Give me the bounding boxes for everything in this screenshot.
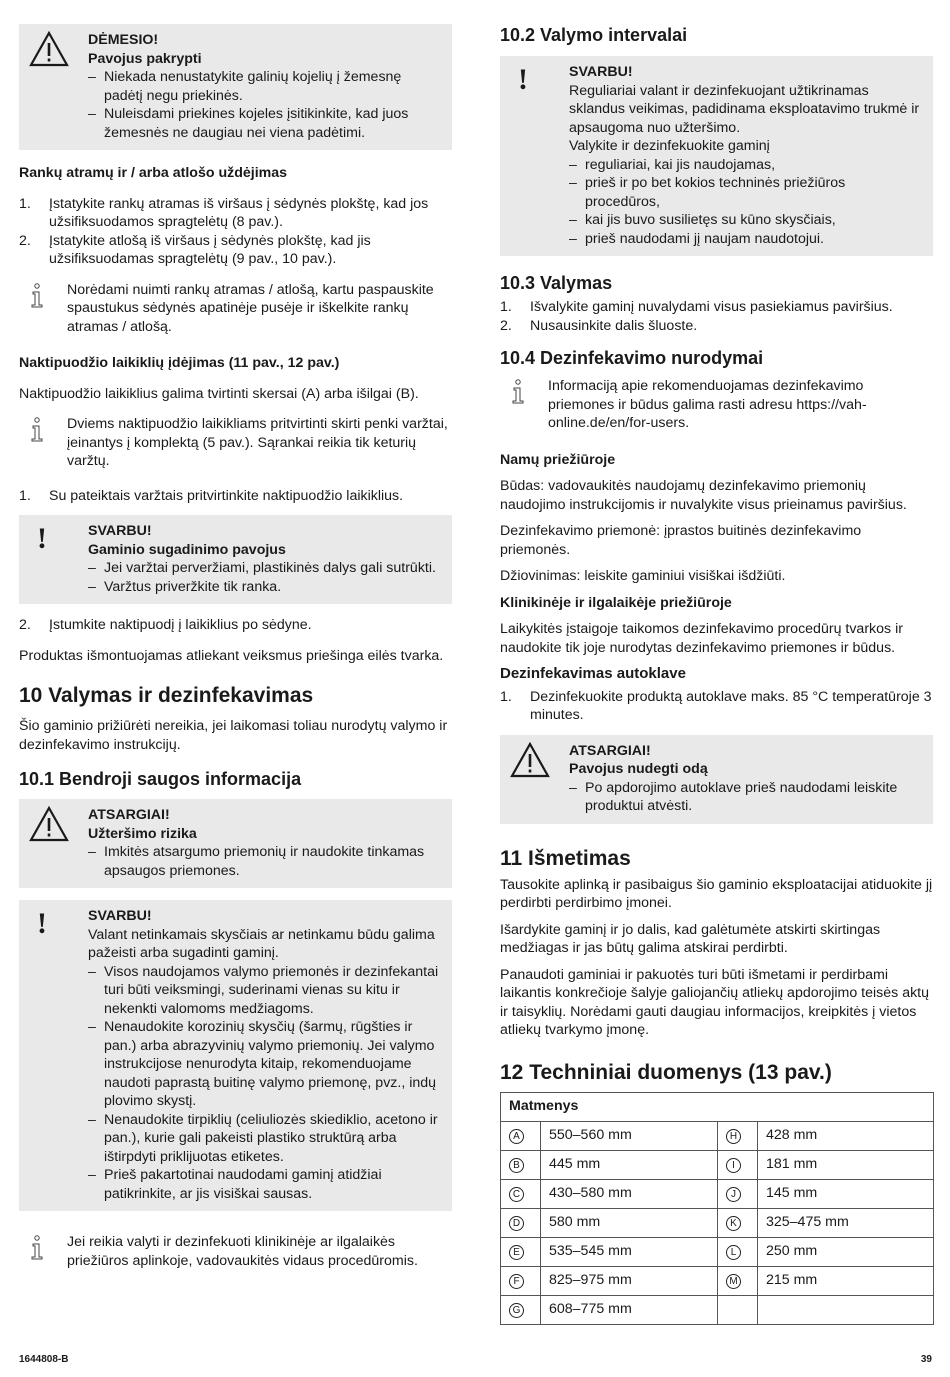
notice-title: SVARBU! bbox=[88, 908, 152, 924]
home-agent: Dezinfekavimo priemonė: įprastos buitinės dezinfekavimo priemonės. bbox=[500, 523, 862, 558]
dimension-value: 250 mm bbox=[758, 1237, 934, 1266]
warning-triangle-icon bbox=[29, 31, 69, 67]
document-number: 1644808-B bbox=[19, 1353, 69, 1365]
info-icon bbox=[510, 379, 526, 405]
circled-letter: E bbox=[509, 1245, 524, 1260]
notice-intro-2: Valykite ir dezinfekuokite gaminį bbox=[569, 138, 770, 154]
section-11-title: 11 Išmetimas bbox=[500, 846, 631, 870]
notice-title: SVARBU! bbox=[569, 64, 633, 80]
dimension-letter bbox=[501, 1295, 541, 1324]
warning-title: DĖMESIO! bbox=[88, 32, 159, 48]
section-10-text: Šio gaminio prižiūrėti nereikia, jei laikomasi toliau nurodytų valymo ir dezinfekavimo instrukcijų. bbox=[19, 718, 448, 753]
info-armrest bbox=[19, 281, 452, 337]
autoclave-heading: Dezinfekavimas autoklave bbox=[500, 665, 686, 682]
step-text: Įstatykite atlošą iš viršaus į sėdynės plokštę, kad jis užsifiksuodamas spragtelėtų (9 pav., 10 pav.). bbox=[49, 232, 371, 267]
step-text: Su pateiktais varžtais pritvirtinkite naktipuodžio laikiklius. bbox=[49, 487, 404, 504]
step bbox=[500, 688, 933, 725]
step-number: 2. bbox=[19, 232, 31, 249]
disposal-paragraph: Išardykite gaminį ir jo dalis, kad galėtumėte atskirti skirtingas medžiagas ir jas būtų galima atskirai perdirbti. bbox=[500, 921, 881, 956]
dimension-value: 145 mm bbox=[758, 1179, 934, 1208]
step bbox=[500, 298, 933, 317]
circled-letter: B bbox=[509, 1158, 524, 1173]
notice-box-damage bbox=[19, 515, 452, 604]
caution-item: – Po apdorojimo autoklave prieš naudodami leiskite produktui atvėsti. bbox=[569, 779, 923, 816]
disposal-paragraph: Tausokite aplinką ir pasibaigus šio gaminio eksploatacijai atiduokite jį perdirbti perdirbimo įmonei. bbox=[500, 876, 933, 911]
dimension-value bbox=[758, 1295, 934, 1324]
section-12-title: 12 Techniniai duomenys (13 pav.) bbox=[500, 1060, 832, 1084]
dimension-value: 580 mm bbox=[541, 1208, 718, 1237]
warning-subtitle: Pavojus pakrypti bbox=[88, 50, 202, 67]
circled-letter: G bbox=[509, 1303, 524, 1318]
step-number: 1. bbox=[500, 688, 512, 705]
notice-item: – prieš ir po bet kokios techninės priežiūros procedūros, bbox=[569, 174, 923, 211]
caution-title: ATSARGIAI! bbox=[569, 742, 651, 759]
armrest-heading: Rankų atramų ir / arba atlošo uždėjimas bbox=[19, 165, 288, 181]
dimension-letter bbox=[718, 1208, 758, 1237]
clinical-text: Laikykitės įstaigoje taikomos dezinfekavimo procedūrų tvarkos ir naudokite tik joje nurodytas dezinfekavimo priemones ir būdus. bbox=[500, 621, 903, 656]
table-header-row bbox=[501, 1092, 934, 1121]
step-text: Įstumkite naktipuodį į laikiklius po sėdyne. bbox=[49, 617, 312, 633]
caution-box-contamination bbox=[19, 799, 452, 888]
disposal-paragraph: Panaudoti gaminiai ir pakuotės turi būti išmetami ir perdirbami laikantis konkrečioje šalyje galiojančių atliekų apdorojimo teisės aktų ir taisyklių. Norėdami gauti daugiau informacijos, kreipkitės į vietos atliekų tvarkymo įmonę. bbox=[500, 966, 930, 1038]
info-icon bbox=[29, 1235, 45, 1261]
table-row bbox=[501, 1237, 934, 1266]
step-text: Įstatykite rankų atramas iš viršaus į sėdynės plokštę, kad jos užsifiksuodamos spragtelėtų (8 pav.). bbox=[49, 195, 429, 230]
info-text: Norėdami nuimti rankų atramas / atlošą, kartu paspauskite spaustukus sėdynės apatinėje pusėje ir iškelkite rankų atramas / atlošą. bbox=[67, 281, 434, 335]
section-10-title: 10 Valymas ir dezinfekavimas bbox=[19, 684, 314, 707]
circled-letter: H bbox=[726, 1129, 741, 1144]
info-icon bbox=[29, 417, 45, 443]
dimension-value: 325–475 mm bbox=[758, 1208, 934, 1237]
info-holder bbox=[19, 415, 452, 471]
notice-title: SVARBU! bbox=[88, 523, 152, 539]
section-10-1-title: 10.1 Bendroji saugos informacija bbox=[19, 769, 302, 789]
step bbox=[19, 616, 452, 635]
notice-item: – Nenaudokite tirpiklių (celiuliozės skiediklio, acetono ir pan.), kurie gali pakeisti plastiko struktūrą arba ištirpdyti priklijuotas etiketes. bbox=[88, 1111, 442, 1167]
notice-box-intervals bbox=[500, 56, 933, 256]
warning-box-tipping bbox=[19, 24, 452, 150]
dimension-value: 181 mm bbox=[758, 1150, 934, 1179]
info-text: Dviems naktipuodžio laikikliams pritvirtinti skirti penki varžtai, įeinantys į komplektą (5 pav.). Sąrankai reikia tik keturių varžtų. bbox=[67, 416, 448, 469]
step-text: Dezinfekuokite produktą autoklave maks. 85 °C temperatūroje 3 minutes. bbox=[530, 688, 932, 723]
table-row bbox=[501, 1121, 934, 1150]
dimension-letter bbox=[501, 1266, 541, 1295]
holder-text: Naktipuodžio laikiklius galima tvirtinti skersai (A) arba išilgai (B). bbox=[19, 385, 419, 402]
notice-item: – kai jis buvo susilietęs su kūno skysčiais, bbox=[569, 211, 923, 230]
circled-letter: L bbox=[726, 1245, 741, 1260]
info-text: Jei reikia valyti ir dezinfekuoti klinikinėje ar ilgalaikės priežiūros aplinkoje, vadovaukitės vidaus procedūromis. bbox=[67, 1234, 418, 1269]
notice-item: – Jei varžtai perveržiami, plastikinės dalys gali sutrūkti. bbox=[88, 559, 442, 578]
circled-letter: D bbox=[509, 1216, 524, 1231]
step-number: 1. bbox=[500, 299, 512, 315]
step-number: 1. bbox=[19, 487, 31, 504]
warning-item: – Nuleisdami priekines kojeles įsitikinkite, kad juos žemesnės ne daugiau nei viena padėtimi. bbox=[88, 105, 442, 142]
notice-item: – Visos naudojamos valymo priemonės ir dezinfekantai turi būti veiksmingi, suderinami vienas su kitu ir nekenkti valomoms medžiagoms. bbox=[88, 963, 442, 1019]
section-10-4-title: 10.4 Dezinfekavimo nurodymai bbox=[500, 348, 764, 368]
info-text: Informaciją apie rekomenduojamas dezinfekavimo priemones ir būdus galima rasti adresu https://vah-online.de/en/for-users. bbox=[548, 378, 867, 431]
dimension-letter bbox=[501, 1237, 541, 1266]
dimension-letter bbox=[718, 1266, 758, 1295]
left-column bbox=[19, 24, 452, 1284]
notice-intro: Reguliariai valant ir dezinfekuojant užtikrinamas sklandus veikimas, padidinama eksploatavimo trukmė ir apsaugoma nuo užteršimo. bbox=[569, 82, 920, 136]
warning-item: – Niekada nenustatykite galinių kojelių į žemesnę padėtį negu priekinės. bbox=[88, 68, 442, 105]
dimension-value: 428 mm bbox=[758, 1121, 934, 1150]
step-text: Išvalykite gaminį nuvalydami visus pasiekiamus paviršius. bbox=[530, 299, 893, 315]
dimension-letter bbox=[501, 1121, 541, 1150]
circled-letter: K bbox=[726, 1216, 741, 1231]
dimension-value: 825–975 mm bbox=[541, 1266, 718, 1295]
disassembly-text: Produktas išmontuojamas atliekant veiksmus priešinga eilės tvarka. bbox=[19, 647, 444, 664]
info-disinfection bbox=[500, 377, 933, 433]
notice-item: – Prieš pakartotinai naudodami gaminį atidžiai patikrinkite, ar jis visiškai sausas. bbox=[88, 1166, 442, 1203]
circled-letter: M bbox=[726, 1274, 741, 1289]
step-number: 1. bbox=[19, 195, 31, 212]
dimension-letter bbox=[718, 1295, 758, 1324]
info-clinical bbox=[19, 1233, 452, 1270]
dimension-value: 445 mm bbox=[541, 1150, 718, 1179]
notice-box-cleaning bbox=[19, 900, 452, 1211]
exclamation-icon: ! bbox=[37, 907, 47, 940]
circled-letter: C bbox=[509, 1187, 524, 1202]
dimension-letter bbox=[718, 1179, 758, 1208]
section-10-3-title: 10.3 Valymas bbox=[500, 273, 613, 293]
table-row bbox=[501, 1150, 934, 1179]
dimension-letter bbox=[718, 1150, 758, 1179]
table-row bbox=[501, 1208, 934, 1237]
circled-letter: F bbox=[509, 1274, 524, 1289]
notice-item: – reguliariai, kai jis naudojamas, bbox=[569, 156, 923, 175]
dimension-letter bbox=[718, 1121, 758, 1150]
notice-subtitle: Gaminio sugadinimo pavojus bbox=[88, 541, 286, 558]
notice-item: – prieš naudodami jį naujam naudotojui. bbox=[569, 230, 923, 249]
caution-box-burns bbox=[500, 735, 933, 824]
caution-subtitle: Pavojus nudegti odą bbox=[569, 761, 708, 777]
circled-letter: J bbox=[726, 1187, 741, 1202]
dimensions-table bbox=[500, 1092, 934, 1325]
step bbox=[500, 317, 933, 336]
caution-subtitle: Užteršimo rizika bbox=[88, 825, 197, 842]
step bbox=[19, 195, 452, 232]
dimension-value: 535–545 mm bbox=[541, 1237, 718, 1266]
step-number: 2. bbox=[19, 617, 31, 633]
step bbox=[19, 487, 452, 506]
page-number: 39 bbox=[920, 1353, 932, 1365]
circled-letter: A bbox=[509, 1129, 524, 1144]
home-method: Būdas: vadovaukitės naudojamų dezinfekavimo priemonių naudojimo instrukcijomis ir nuvalykite visus prieinamus paviršius. bbox=[500, 478, 907, 513]
table-row bbox=[501, 1266, 934, 1295]
holder-heading: Naktipuodžio laikiklių įdėjimas (11 pav., 12 pav.) bbox=[19, 355, 340, 371]
exclamation-icon: ! bbox=[37, 522, 47, 555]
dimension-letter bbox=[501, 1150, 541, 1179]
dimension-value: 608–775 mm bbox=[541, 1295, 718, 1324]
step-text: Nusausinkite dalis šluoste. bbox=[530, 317, 698, 334]
table-row bbox=[501, 1295, 934, 1324]
dimension-value: 550–560 mm bbox=[541, 1121, 718, 1150]
dimension-value: 215 mm bbox=[758, 1266, 934, 1295]
dimension-letter bbox=[501, 1179, 541, 1208]
table-header: Matmenys bbox=[501, 1092, 934, 1121]
dimension-value: 430–580 mm bbox=[541, 1179, 718, 1208]
warning-triangle-icon bbox=[510, 742, 550, 778]
info-icon bbox=[29, 283, 45, 309]
right-column bbox=[500, 24, 933, 1325]
dimension-letter bbox=[501, 1208, 541, 1237]
exclamation-icon: ! bbox=[518, 63, 528, 96]
notice-intro: Valant netinkamais skysčiais ar netinkamu būdu galima pažeisti arba sugadinti gaminį. bbox=[88, 926, 435, 961]
clinical-heading: Klinikinėje ir ilgalaikėje priežiūroje bbox=[500, 594, 732, 611]
caution-item: – Imkitės atsargumo priemonių ir naudokite tinkamas apsaugos priemones. bbox=[88, 843, 442, 880]
step bbox=[19, 232, 452, 269]
step-number: 2. bbox=[500, 317, 512, 334]
home-heading: Namų priežiūroje bbox=[500, 451, 616, 468]
circled-letter: I bbox=[726, 1158, 741, 1173]
section-10-2-title: 10.2 Valymo intervalai bbox=[500, 25, 688, 45]
warning-triangle-icon bbox=[29, 806, 69, 842]
notice-item: – Nenaudokite korozinių skysčių (šarmų, rūgšties ir pan.) arba abrazyvinių valymo priemonių. Jei valymo instrukcijose nenurodyta kitaip, rekomenduojame naudoti paprastą buitinę valymo priemonę, pvz., indų plovimo skystį. bbox=[88, 1018, 442, 1111]
notice-item: – Varžtus priveržkite tik ranka. bbox=[88, 578, 442, 597]
table-row bbox=[501, 1179, 934, 1208]
caution-title: ATSARGIAI! bbox=[88, 807, 170, 823]
dimension-letter bbox=[718, 1237, 758, 1266]
home-drying: Džiovinimas: leiskite gaminiui visiškai išdžiūti. bbox=[500, 568, 786, 584]
